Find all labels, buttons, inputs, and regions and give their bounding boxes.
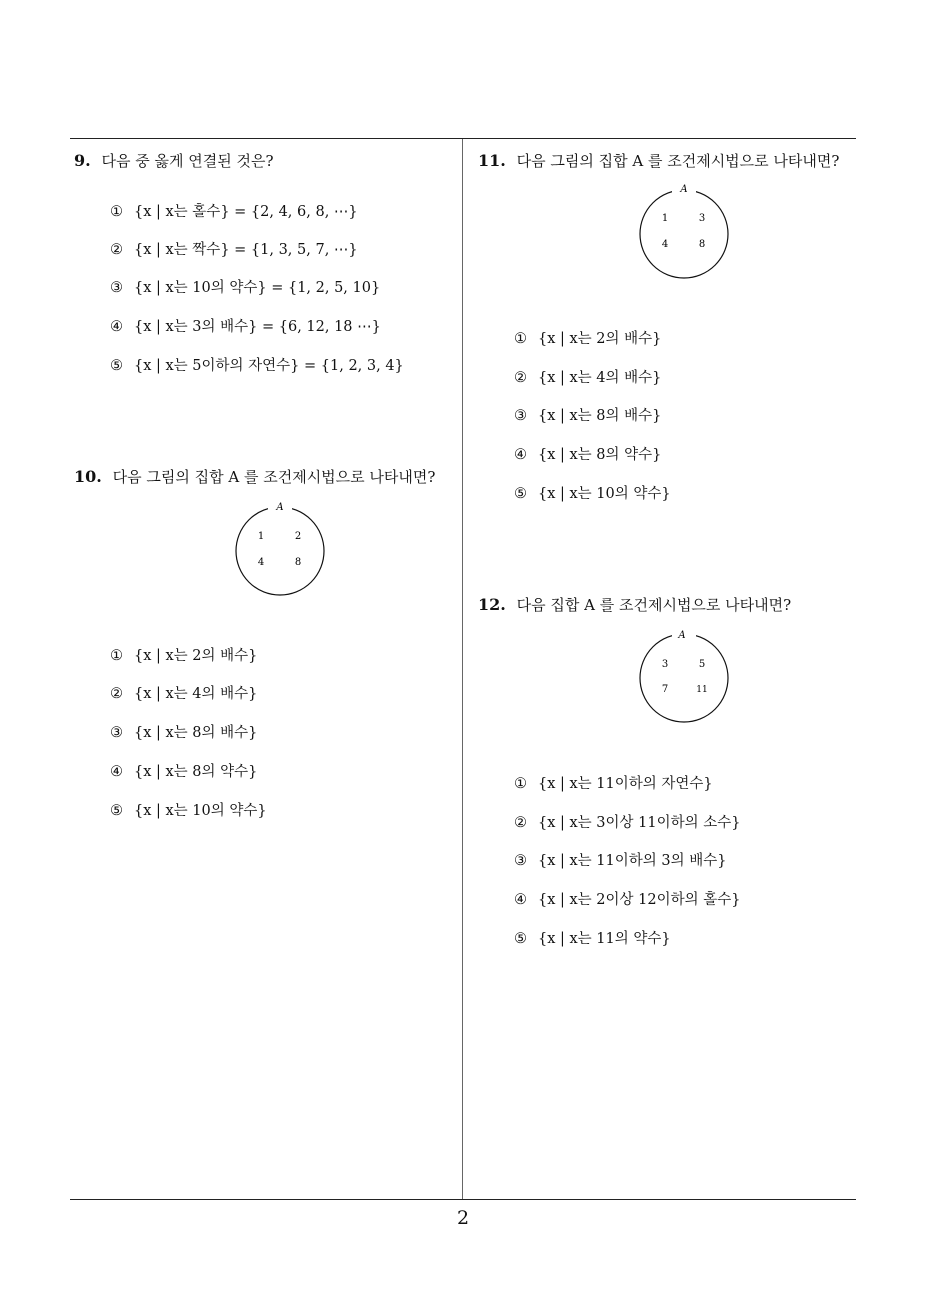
question-10-prompt: 다음 그림의 집합 A 를 조건제시법으로 나타내면? [112,468,436,486]
choice-mark: ③ [514,853,527,869]
question-9-prompt: 다음 중 옳게 연결된 것은? [101,152,274,170]
choice-text: {x | x는 8의 약수} [538,447,662,463]
choice-mark: ② [514,370,527,386]
choice-text: {x | x는 11의 약수} [538,931,671,947]
question-12-header [478,594,791,615]
q10-set-diagram [230,500,330,604]
choice-mark: ④ [514,892,527,908]
choice-mark: ⑤ [514,486,527,502]
set-element: 11 [696,685,708,695]
choice-mark: ① [514,776,527,792]
set-element: 3 [698,213,706,224]
choice-mark: ① [514,331,527,347]
question-11 [478,150,839,171]
choice-text: {x | x는 5이하의 자연수} = {1, 2, 3, 4} [134,358,404,374]
choice-text: {x | x는 2의 배수} [134,648,258,664]
set-label: A [276,502,284,513]
set-element: 8 [294,557,302,568]
set-element: 1 [257,531,265,542]
question-9-number: 9. [74,151,91,170]
question-12-number: 12. [478,595,506,614]
question-10 [74,466,435,487]
set-element: 1 [661,213,669,224]
choice-mark: ② [514,815,527,831]
set-label: A [680,184,688,195]
q9-choice-1[interactable] [110,200,358,221]
q12-choice-4[interactable] [514,888,740,909]
choice-text: {x | x는 홀수} = {2, 4, 6, 8, ⋯} [134,204,358,220]
choice-mark: ④ [514,447,527,463]
q11-choice-4[interactable] [514,443,661,464]
bottom-rule [70,1199,856,1200]
set-circle [640,190,728,278]
q11-choice-1[interactable] [514,327,661,348]
question-12-prompt: 다음 집합 A 를 조건제시법으로 나타내면? [516,596,792,614]
q10-choice-5[interactable] [110,799,267,820]
q12-choice-3[interactable] [514,849,726,870]
choice-mark: ⑤ [110,803,123,819]
q9-choice-3[interactable] [110,276,380,297]
q12-choice-1[interactable] [514,772,713,793]
set-element: 3 [661,659,669,670]
choice-text: {x | x는 10의 약수} [134,803,267,819]
choice-text: {x | x는 10의 약수} [538,486,671,502]
page-number: 2 [456,1207,470,1229]
question-10-header [74,466,435,487]
set-element: 4 [257,557,265,568]
set-circle [236,507,324,595]
q12-choice-2[interactable] [514,811,740,832]
choice-mark: ① [110,648,123,664]
choice-mark: ④ [110,319,123,335]
choice-mark: ③ [110,280,123,296]
choice-mark: ⑤ [514,931,527,947]
choice-text: {x | x는 2의 배수} [538,331,662,347]
question-10-number: 10. [74,467,102,486]
q9-choice-2[interactable] [110,238,358,259]
q12-choice-5[interactable] [514,927,671,948]
choice-text: {x | x는 짝수} = {1, 3, 5, 7, ⋯} [134,242,358,258]
choice-text: {x | x는 8의 배수} [134,725,258,741]
choice-text: {x | x는 11이하의 3의 배수} [538,853,727,869]
q11-choice-3[interactable] [514,404,661,425]
q9-choice-5[interactable] [110,354,404,375]
question-9-header [74,150,274,171]
q10-choice-2[interactable] [110,682,257,703]
question-11-number: 11. [478,151,506,170]
choice-text: {x | x는 8의 배수} [538,408,662,424]
q10-choice-1[interactable] [110,644,257,665]
question-12 [478,594,791,615]
set-element: 2 [294,531,302,542]
choice-text: {x | x는 2이상 12이하의 홀수} [538,892,741,908]
q11-set-diagram [634,182,734,286]
choice-text: {x | x는 3이상 11이하의 소수} [538,815,741,831]
q12-set-diagram [634,628,734,732]
choice-mark: ⑤ [110,358,123,374]
top-rule [70,138,856,139]
q10-choice-4[interactable] [110,760,257,781]
choice-mark: ③ [514,408,527,424]
choice-text: {x | x는 8의 약수} [134,764,258,780]
set-element: 5 [698,659,706,670]
choice-text: {x | x는 4의 배수} [538,370,662,386]
q11-choice-5[interactable] [514,482,671,503]
set-element: 7 [661,684,669,695]
choice-mark: ② [110,686,123,702]
column-divider [462,139,463,1200]
choice-mark: ① [110,204,123,220]
q10-choice-3[interactable] [110,721,257,742]
set-label: A [678,630,686,641]
question-9 [74,150,274,171]
set-element: 8 [698,239,706,250]
q11-choice-2[interactable] [514,366,661,387]
choice-mark: ④ [110,764,123,780]
question-11-header [478,150,839,171]
choice-text: {x | x는 4의 배수} [134,686,258,702]
set-element: 4 [661,239,669,250]
question-11-prompt: 다음 그림의 집합 A 를 조건제시법으로 나타내면? [516,152,840,170]
choice-mark: ③ [110,725,123,741]
choice-text: {x | x는 11이하의 자연수} [538,776,713,792]
q9-choice-4[interactable] [110,315,381,336]
choice-text: {x | x는 10의 약수} = {1, 2, 5, 10} [134,280,381,296]
choice-text: {x | x는 3의 배수} = {6, 12, 18 ⋯} [134,319,381,335]
set-circle [640,634,728,722]
choice-mark: ② [110,242,123,258]
